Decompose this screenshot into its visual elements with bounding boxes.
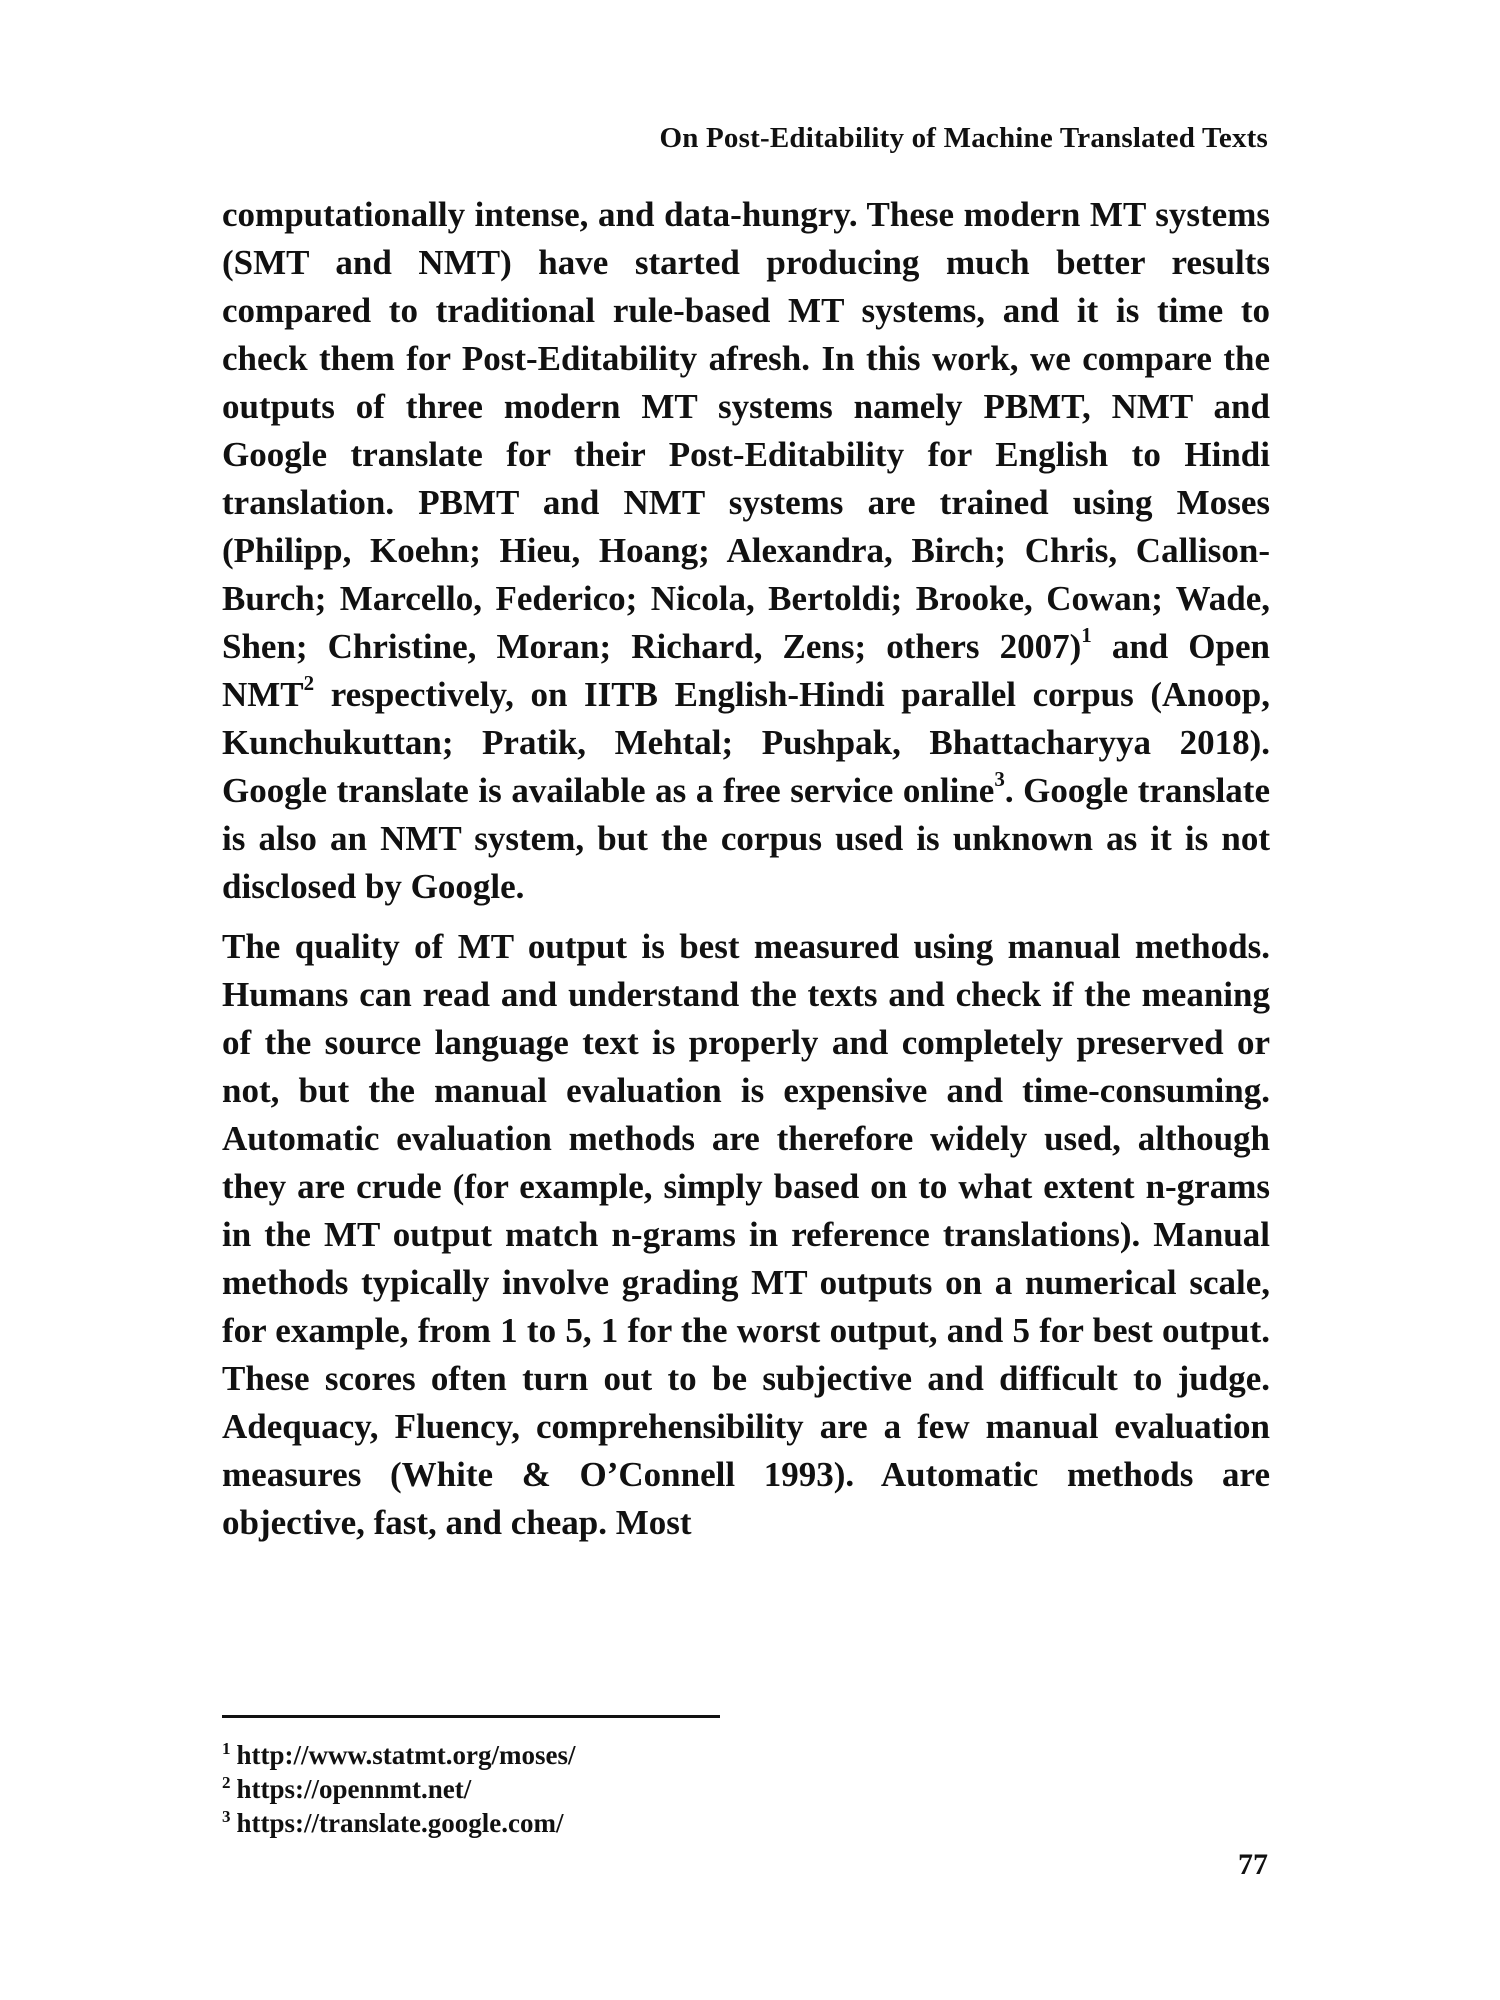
footnote-ref-3: 3 xyxy=(994,767,1005,792)
footnote-1-url: http://www.statmt.org/moses/ xyxy=(236,1740,576,1770)
paragraph-1-part-4: . Google translate is also an NMT system, but the corpus used is unknown as it is not disclosed by Google. xyxy=(222,771,1270,906)
footnotes xyxy=(222,1738,1022,1840)
footnote-3-marker: 3 xyxy=(222,1807,231,1826)
footnote-2-url: https://opennmt.net/ xyxy=(236,1774,472,1804)
running-head: On Post-Editability of Machine Translated Texts xyxy=(659,122,1268,154)
body-text xyxy=(222,191,1270,1547)
footnote-1-marker: 1 xyxy=(222,1739,231,1758)
footnote-ref-1: 1 xyxy=(1081,623,1092,648)
footnote-2-marker: 2 xyxy=(222,1773,231,1792)
footnote-3 xyxy=(222,1806,1022,1840)
footnote-3-url: https://translate.google.com/ xyxy=(236,1808,564,1838)
paragraph-1 xyxy=(222,191,1270,911)
paragraph-2: The quality of MT output is best measured using manual methods. Humans can read and understand the texts and check if the meaning of the source language text is properly and completely preserved or not, but the manual evaluation is expensive and time-consuming. Automatic evaluation methods are therefore widely used, although they are crude (for example, simply based on to what extent n-grams in the MT output match n-grams in reference translations). Manual methods typically involve grading MT outputs on a numerical scale, for example, from 1 to 5, 1 for the worst output, and 5 for best output. These scores often turn out to be subjective and difficult to judge. Adequacy, Fluency, comprehensibility are a few manual evaluation measures (White & O’Connell 1993). Automatic methods are objective, fast, and cheap. Most xyxy=(222,927,1270,1542)
footnote-separator xyxy=(222,1715,720,1718)
footnote-2 xyxy=(222,1772,1022,1806)
footnote-ref-2: 2 xyxy=(303,671,315,696)
footnote-1 xyxy=(222,1738,1022,1772)
paragraph-1-part-2: and Open NMT xyxy=(222,627,1270,714)
paragraph-1-part-1: computationally intense, and data-hungry. These modern MT systems (SMT and NMT) have started producing much better results compared to traditional rule-based MT systems, and it is time to check them for Post-Editability afresh. In this work, we compare the outputs of three modern MT systems namely PBMT, NMT and Google translate for their Post-Editability for English to Hindi translation. PBMT and NMT systems are trained using Moses (Philipp, Koehn; Hieu, Hoang; Alexandra, Birch; Chris, Callison-Burch; Marcello, Federico; Nicola, Bertoldi; Brooke, Cowan; Wade, Shen; Christine, Moran; Richard, Zens; others 2007) xyxy=(222,195,1270,666)
page-number: 77 xyxy=(1238,1848,1268,1881)
paragraph-1-part-3: respectively, on IITB English-Hindi parallel corpus (Anoop, Kunchukuttan; Pratik, Mehtal; Pushpak, Bhattacharyya 2018). Google translate is available as a free service online xyxy=(222,675,1270,810)
